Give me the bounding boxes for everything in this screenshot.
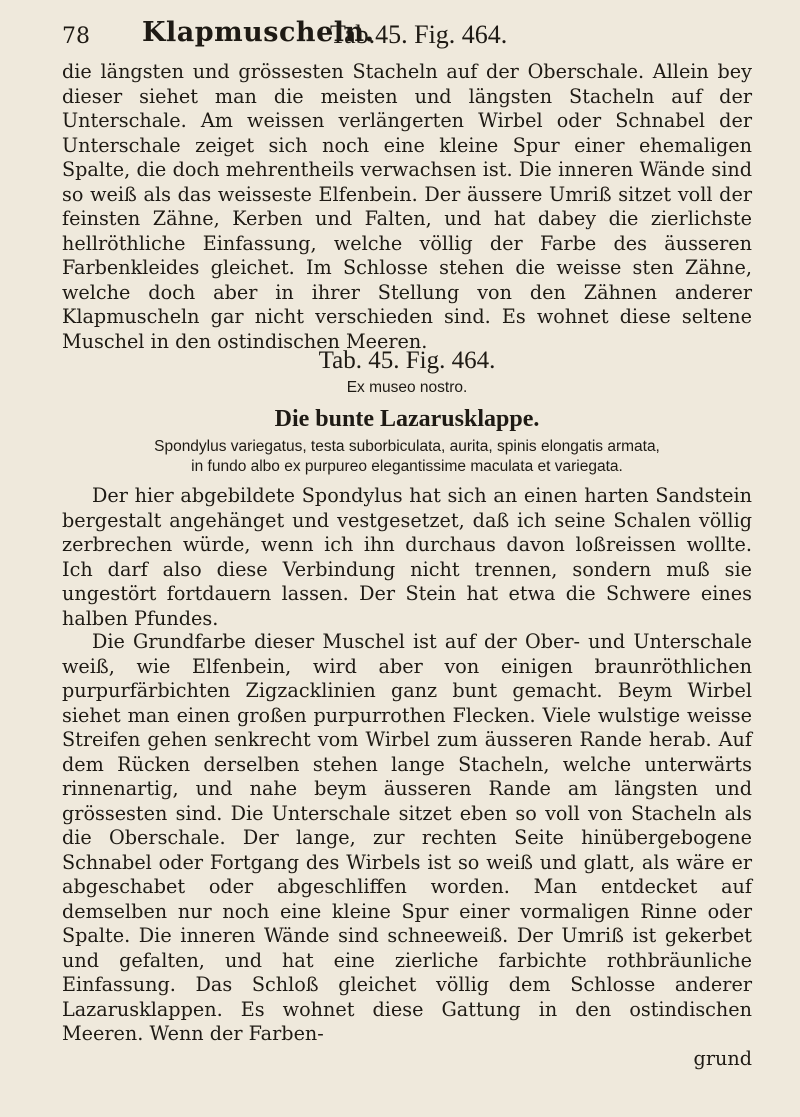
figure-caption: Tab. 45. Fig. 464. (318, 347, 496, 374)
source-note: Ex museo nostro. (346, 379, 468, 396)
section-title: Die bunte Lazarusklappe. (274, 406, 540, 432)
paragraph-2 (62, 484, 752, 631)
figure-reference: Tab.45. Fig. 464. (330, 20, 508, 49)
running-head (62, 16, 748, 56)
running-title: Klapmuscheln. (142, 17, 375, 48)
catchword: grund (693, 1046, 752, 1070)
paragraph-1-text: die längsten und grössesten Stacheln auf der Oberschale. Allein bey dieser siehet man die meisten und längsten Stacheln auf der Unterschale. Am weissen verlängerten Wirbel oder Schnabel der Unterschale zeiget sich noch eine kleine Spur einer ehemaligen Spalte, die doch mehrentheils verwachsen ist. Die inneren Wände sind so weiß als das weisseste Elfenbein. Der äussere Umriß sitzet voll der feinsten Zähne, Kerben und Falten, und hat dabey die zierlichste hellröthliche Einfassung, welche völlig der Farbe des äusseren Farbenkleides gleichet. Im Schlosse stehen die weisse sten Zähne, welche doch aber in ihrer Stellung von den Zähnen anderer Klapmuscheln gar nicht verschieden sind. Es wohnet diese seltene Muschel in den ostindischen Meeren. (62, 60, 752, 353)
paragraph-1 (62, 60, 752, 354)
latin-line-2: in fundo albo ex purpureo elegantissime maculata et variegata. (191, 458, 623, 475)
page-number: 78 (62, 24, 90, 49)
latin-line-1: Spondylus variegatus, testa suborbiculata, aurita, spinis elongatis armata, (154, 438, 660, 455)
paragraph-2-text: Der hier abgebildete Spondylus hat sich an einen harten Sandstein bergestalt angehänget und vestgesetzet, daß ich seine Schalen völlig zerbrechen würde, wenn ich ihn durchaus davon loßreissen wollte. Ich darf also diese Verbindung nicht trennen, sondern muß sie ungestört fortdauern lassen. Der Stein hat etwa die Schwere eines halben Pfundes. (62, 484, 752, 630)
paragraph-3 (62, 630, 752, 1071)
paragraph-3-text: Die Grundfarbe dieser Muschel ist auf der Ober- und Unterschale weiß, wie Elfenbein, wird aber von einigen braunröthlichen purpurfärbichten Zigzacklinien ganz bunt gemacht. Beym Wirbel siehet man einen großen purpurrothen Flecken. Viele wulstige weisse Streifen gehen senkrecht vom Wirbel zum äusseren Rande herab. Auf dem Rücken derselben stehen lange Stacheln, welche unterwärts rinnenartig, und nahe beym äusseren Rande am längsten und grössesten sind. Die Unterschale sitzet eben so voll von Stacheln als die Oberschale. Der lange, zur rechten Seite hinübergebogene Schnabel oder Fortgang des Wirbels ist so weiß und glatt, als wäre er abgeschabet oder abgeschliffen worden. Man entdecket auf demselben nur noch eine kleine Spur einer vormaligen Rinne oder Spalte. Die inneren Wände sind schneeweiß. Der Umriß ist gekerbet und gefalten, und hat eine zierliche farbichte rothbräunliche Einfassung. Das Schloß gleichet völlig dem Schlosse anderer Lazarusklappen. Es wohnet diese Gattung in den ostindischen Meeren. Wenn der Farben- (62, 630, 752, 1045)
latin-description (62, 437, 752, 477)
